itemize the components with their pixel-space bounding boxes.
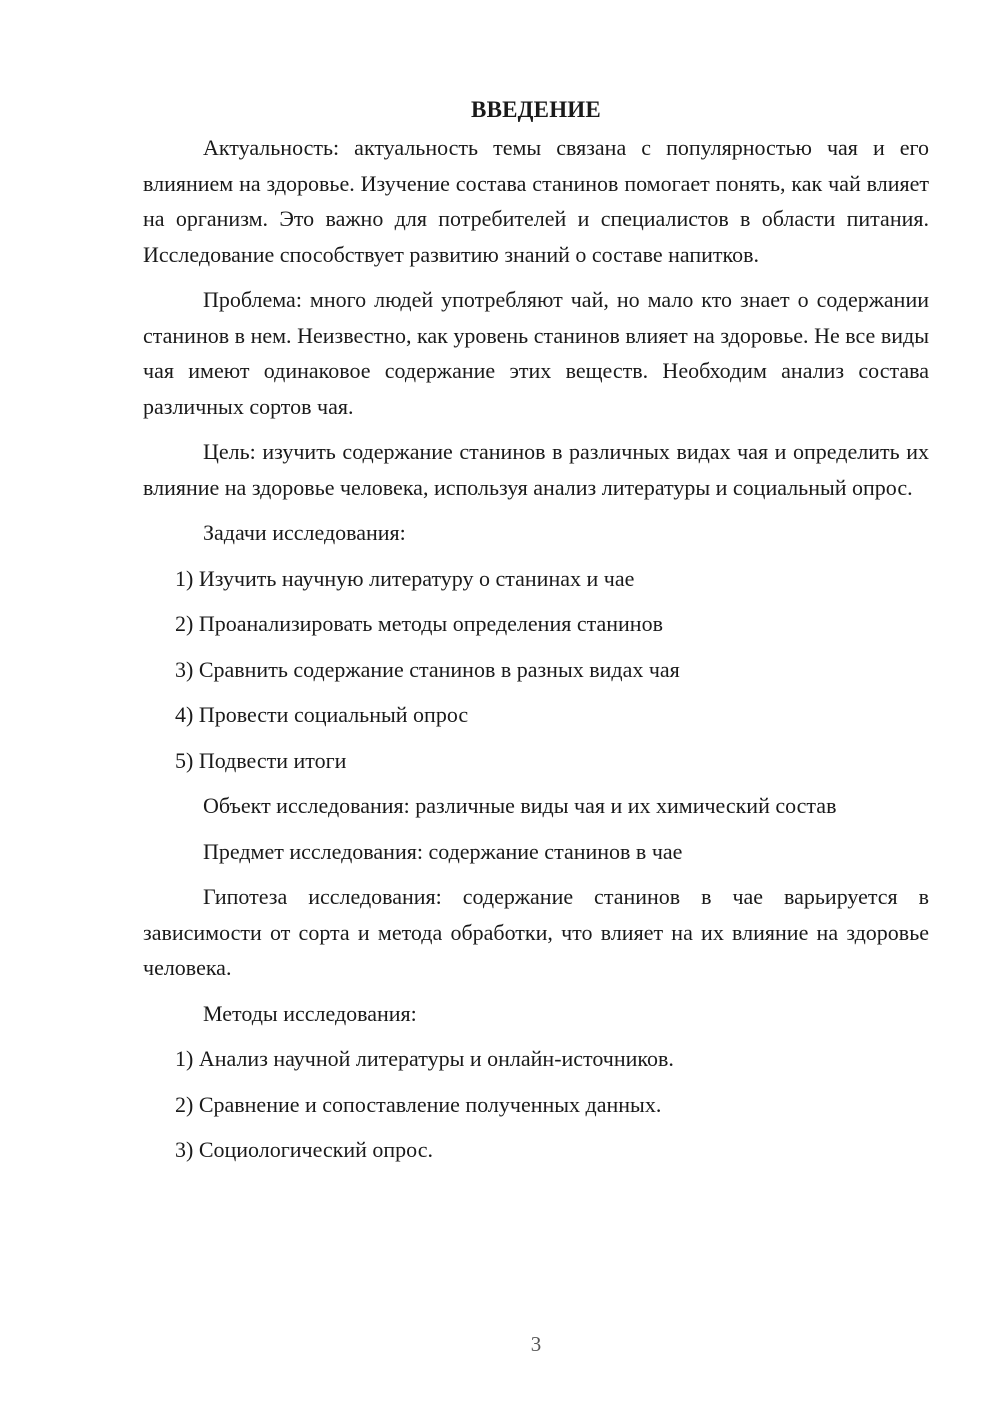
list-item: 3) Сравнить содержание станинов в разных видах чая xyxy=(175,656,680,682)
tasks-heading: Задачи исследования: xyxy=(203,520,406,545)
tasks-list xyxy=(143,561,929,779)
list-item: 1) Анализ научной литературы и онлайн-источников. xyxy=(175,1046,674,1071)
list-item: 4) Провести социальный опрос xyxy=(175,702,469,727)
goal-paragraph: Цель: изучить содержание станинов в различных видах чая и определить их влияние на здоровье человека, используя анализ литературы и социальный опрос. xyxy=(143,439,929,500)
relevance-paragraph: Актуальность: актуальность темы связана с популярностью чая и его влиянием на здоровье. Изучение состава станинов помогает понять, как чай влияет на организм. Это важно для потребителей и специалистов в области питания. Исследование способствует развитию знаний о составе напитков. xyxy=(143,135,929,267)
list-item: 1) Изучить научную литературу о станинах и чае xyxy=(175,565,635,591)
subject-paragraph: Предмет исследования: содержание станинов в чае xyxy=(203,838,683,864)
list-item: 3) Социологический опрос. xyxy=(175,1137,433,1162)
problem-paragraph: Проблема: много людей употребляют чай, но мало кто знает о содержании станинов в нем. Неизвестно, как уровень станинов влияет на здоровье. Не все виды чая имеют одинаковое содержание этих веществ. Необходим анализ состава различных сортов чая. xyxy=(143,287,929,419)
list-item: 2) Проанализировать методы определения станинов xyxy=(175,611,663,636)
hypothesis-paragraph: Гипотеза исследования: содержание станинов в чае варьируется в зависимости от сорта и метода обработки, что влияет на их влияние на здоровье человека. xyxy=(143,884,929,980)
page-number: 3 xyxy=(530,1332,542,1356)
page-title: ВВЕДЕНИЕ xyxy=(471,97,601,122)
list-item: 2) Сравнение и сопоставление полученных данных. xyxy=(175,1091,662,1117)
methods-heading: Методы исследования: xyxy=(203,1000,417,1026)
methods-list xyxy=(143,1041,929,1168)
document-body xyxy=(143,92,929,1178)
object-paragraph: Объект исследования: различные виды чая и их химический состав xyxy=(203,793,837,818)
list-item: 5) Подвести итоги xyxy=(175,747,347,773)
